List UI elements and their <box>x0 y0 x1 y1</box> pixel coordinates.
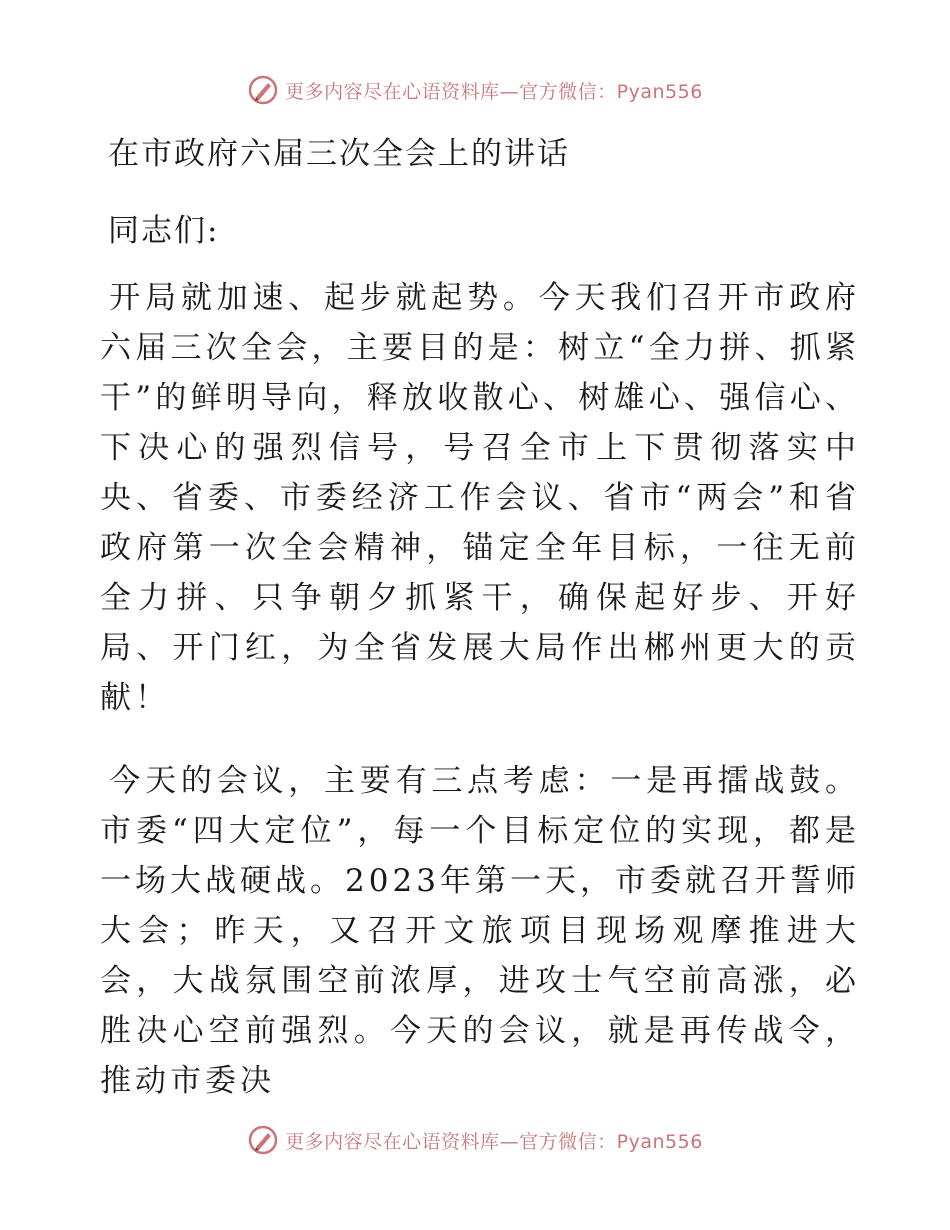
watermark-text: 更多内容尽在心语资料库—官方微信：Pyan556 <box>285 1130 703 1153</box>
pen-logo-icon <box>247 1124 279 1156</box>
paragraph-2: 今天的会议，主要有三点考虑：一是再擂战鼓。市委“四大定位”，每一个目标定位的实现，都是一场大战硬战。2023年第一天，市委就召开誓师大会；昨天，又召开文旅项目现场观摩推进大会，大战氛围空前浓厚，进攻士气空前高涨，必胜决心空前强烈。今天的会议，就是再传战令，推动市委决 <box>100 763 860 1099</box>
watermark-header <box>0 74 950 106</box>
document-title: 在市政府六届三次全会上的讲话 <box>108 136 570 172</box>
greeting: 同志们: <box>108 213 220 249</box>
watermark-text: 更多内容尽在心语资料库—官方微信：Pyan556 <box>285 80 703 103</box>
paragraph-1: 开局就加速、起步就起势。今天我们召开市政府六届三次全会，主要目的是：树立“全力拼、抓紧干”的鲜明导向，释放收散心、树雄心、强信心、下决心的强烈信号，号召全市上下贯彻落实中央、省委、市委经济工作会议、省市“两会”和省政府第一次全会精神，锚定全年目标，一往无前全力拼、只争朝夕抓紧干，确保起好步、开好局、开门红，为全省发展大局作出郴州更大的贡献！ <box>100 280 860 716</box>
pen-logo-icon <box>247 74 279 106</box>
watermark-footer <box>0 1124 950 1156</box>
